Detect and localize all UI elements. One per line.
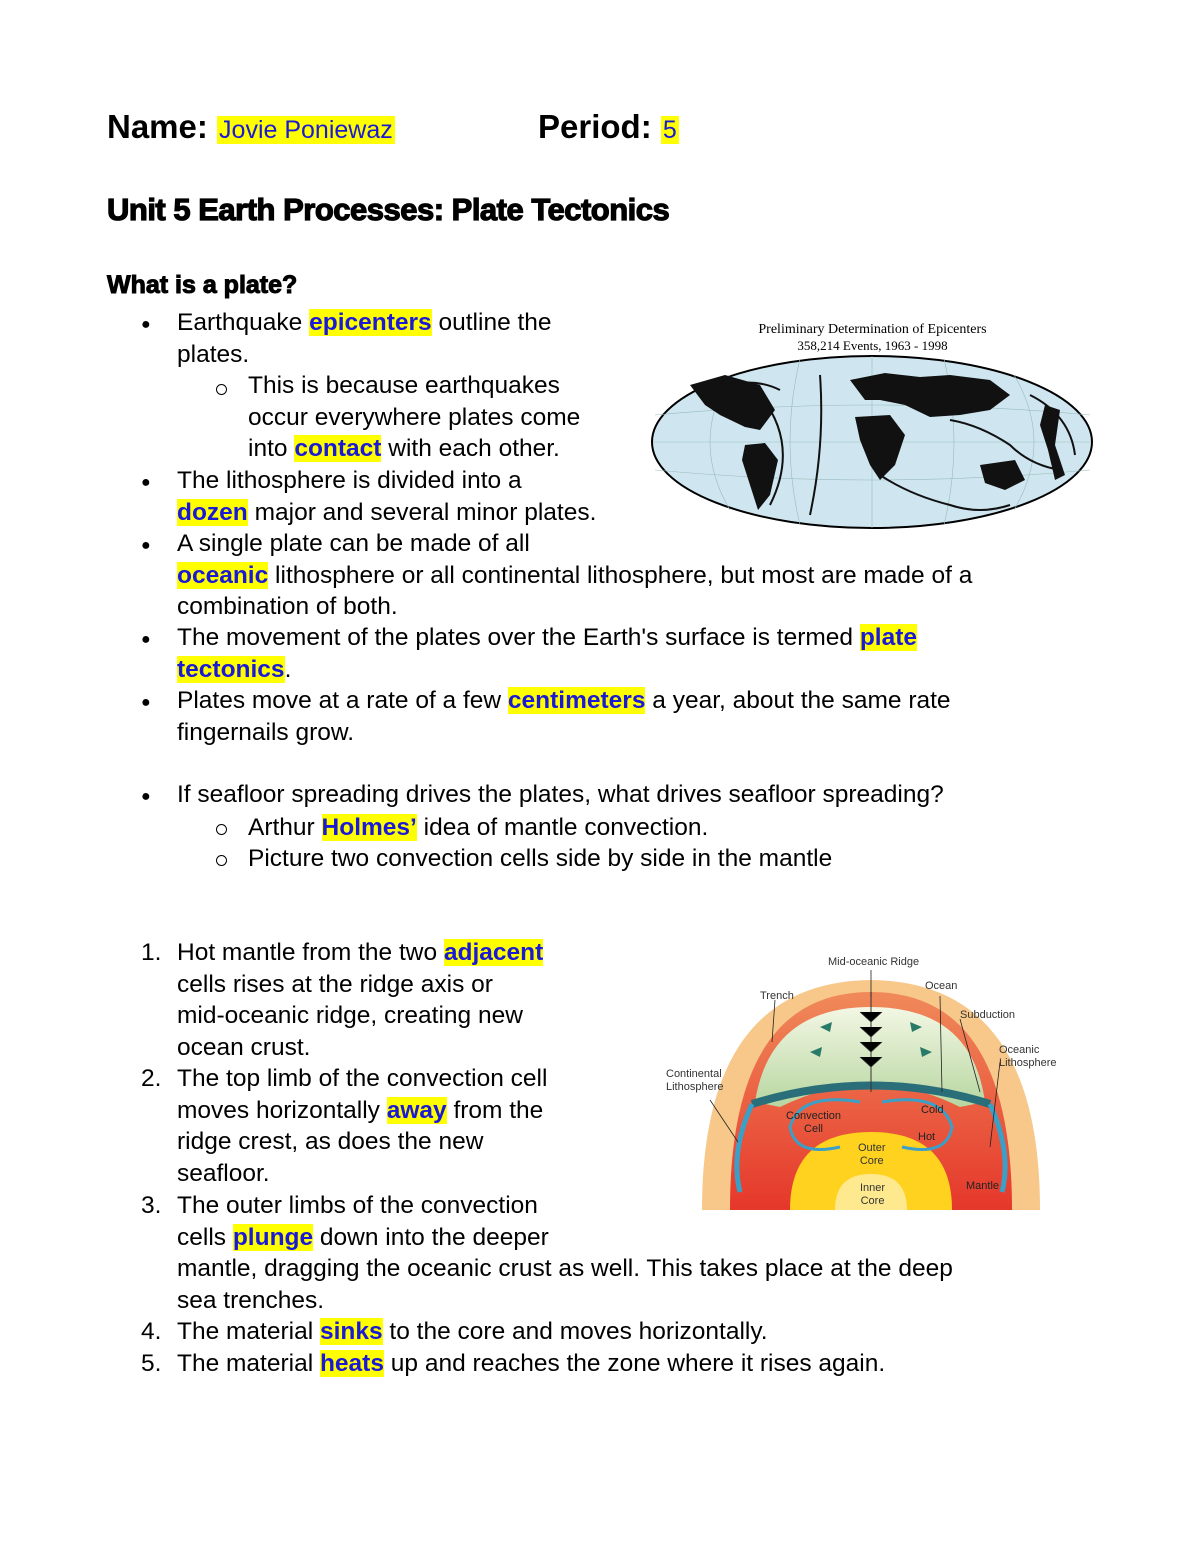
list-number: 3.	[141, 1192, 162, 1219]
map-title: Preliminary Determination of Epicenters	[758, 322, 987, 337]
bullet-dot: ●	[141, 537, 151, 554]
period-row	[538, 108, 679, 146]
bullet-5: Plates move at a rate of a few centimeters a year, about the same rate fingernails grow.	[177, 687, 951, 746]
label-ridge: Mid-oceanic Ridge	[828, 956, 920, 968]
bullet-dot: ●	[141, 474, 151, 491]
name-period-row	[107, 108, 395, 146]
list-number: 5.	[141, 1350, 162, 1377]
bullet-dot: ●	[141, 694, 151, 711]
label-outer-core: Outer Core	[858, 1142, 886, 1167]
bullet-1-sub: This is because earthquakes occur everywhere plates come into contact with each other.	[248, 372, 581, 462]
list-number: 4.	[141, 1318, 162, 1345]
bullet-6: If seafloor spreading drives the plates, what drives seafloor spreading?	[177, 781, 944, 808]
bullet-2: The lithosphere is divided into a dozen major and several minor plates.	[177, 467, 597, 526]
convection-diagram-figure	[660, 952, 1055, 1214]
list-number: 1.	[141, 939, 162, 966]
bullet-3: A single plate can be made of all oceanic lithosphere or all continental lithosphere, but most are made of a combination of both.	[177, 530, 973, 620]
epicenter-map-figure	[650, 318, 1095, 530]
label-mantle: Mantle	[966, 1180, 1000, 1192]
numbered-item-1: Hot mantle from the two adjacent cells rises at the ridge axis or mid-oceanic ridge, creating new ocean crust.	[177, 939, 544, 1061]
label-ocean: Ocean	[925, 980, 958, 992]
world-map-illustration	[650, 355, 1095, 530]
numbered-item-5: The material heats up and reaches the zone where it rises again.	[177, 1350, 886, 1377]
bullet-6-sub-1: Arthur Holmes’ idea of mantle convection.	[248, 814, 709, 841]
name-value: Jovie Poniewaz	[219, 116, 393, 144]
numbered-item-4: The material sinks to the core and moves horizontally.	[177, 1318, 768, 1345]
list-number: 2.	[141, 1065, 162, 1092]
label-convection-cell: Convection Cell	[786, 1110, 842, 1135]
bullet-4: The movement of the plates over the Earth's surface is termed plate tectonics.	[177, 624, 918, 683]
unit-title: Unit 5 Earth Processes: Plate Tectonics	[107, 192, 670, 227]
label-cold: Cold	[921, 1104, 944, 1116]
bullet-dot: ●	[141, 631, 151, 648]
label-trench: Trench	[760, 990, 794, 1002]
period-label: Period:	[538, 108, 652, 145]
map-subtitle: 358,214 Events, 1963 - 1998	[797, 338, 948, 353]
section-title: What is a plate?	[107, 271, 298, 299]
label-hot: Hot	[918, 1131, 936, 1143]
bullet-6-sub-2: Picture two convection cells side by side in the mantle	[248, 845, 833, 872]
period-value: 5	[662, 116, 677, 144]
numbered-item-2: The top limb of the convection cell moves horizontally away from the ridge crest, as does the new seafloor.	[177, 1065, 548, 1187]
label-oceanic-lithosphere: Oceanic Lithosphere	[999, 1044, 1057, 1069]
sub-bullet-circle	[216, 855, 227, 866]
name-label: Name:	[107, 108, 208, 145]
label-inner-core: Inner Core	[860, 1182, 886, 1207]
sub-bullet-circle	[216, 384, 227, 395]
sub-bullet-circle	[216, 824, 227, 835]
label-subduction: Subduction	[960, 1009, 1016, 1021]
bullet-dot: ●	[141, 316, 151, 333]
label-continental-lithosphere: Continental Lithosphere	[666, 1068, 724, 1093]
bullet-dot: ●	[141, 788, 151, 805]
numbered-item-3: The outer limbs of the convection cells plunge down into the deeper mantle, dragging the oceanic crust as well. This takes place at the deep sea trenches.	[177, 1192, 953, 1314]
bullet-1: Earthquake epicenters outline the plates.	[177, 309, 552, 368]
